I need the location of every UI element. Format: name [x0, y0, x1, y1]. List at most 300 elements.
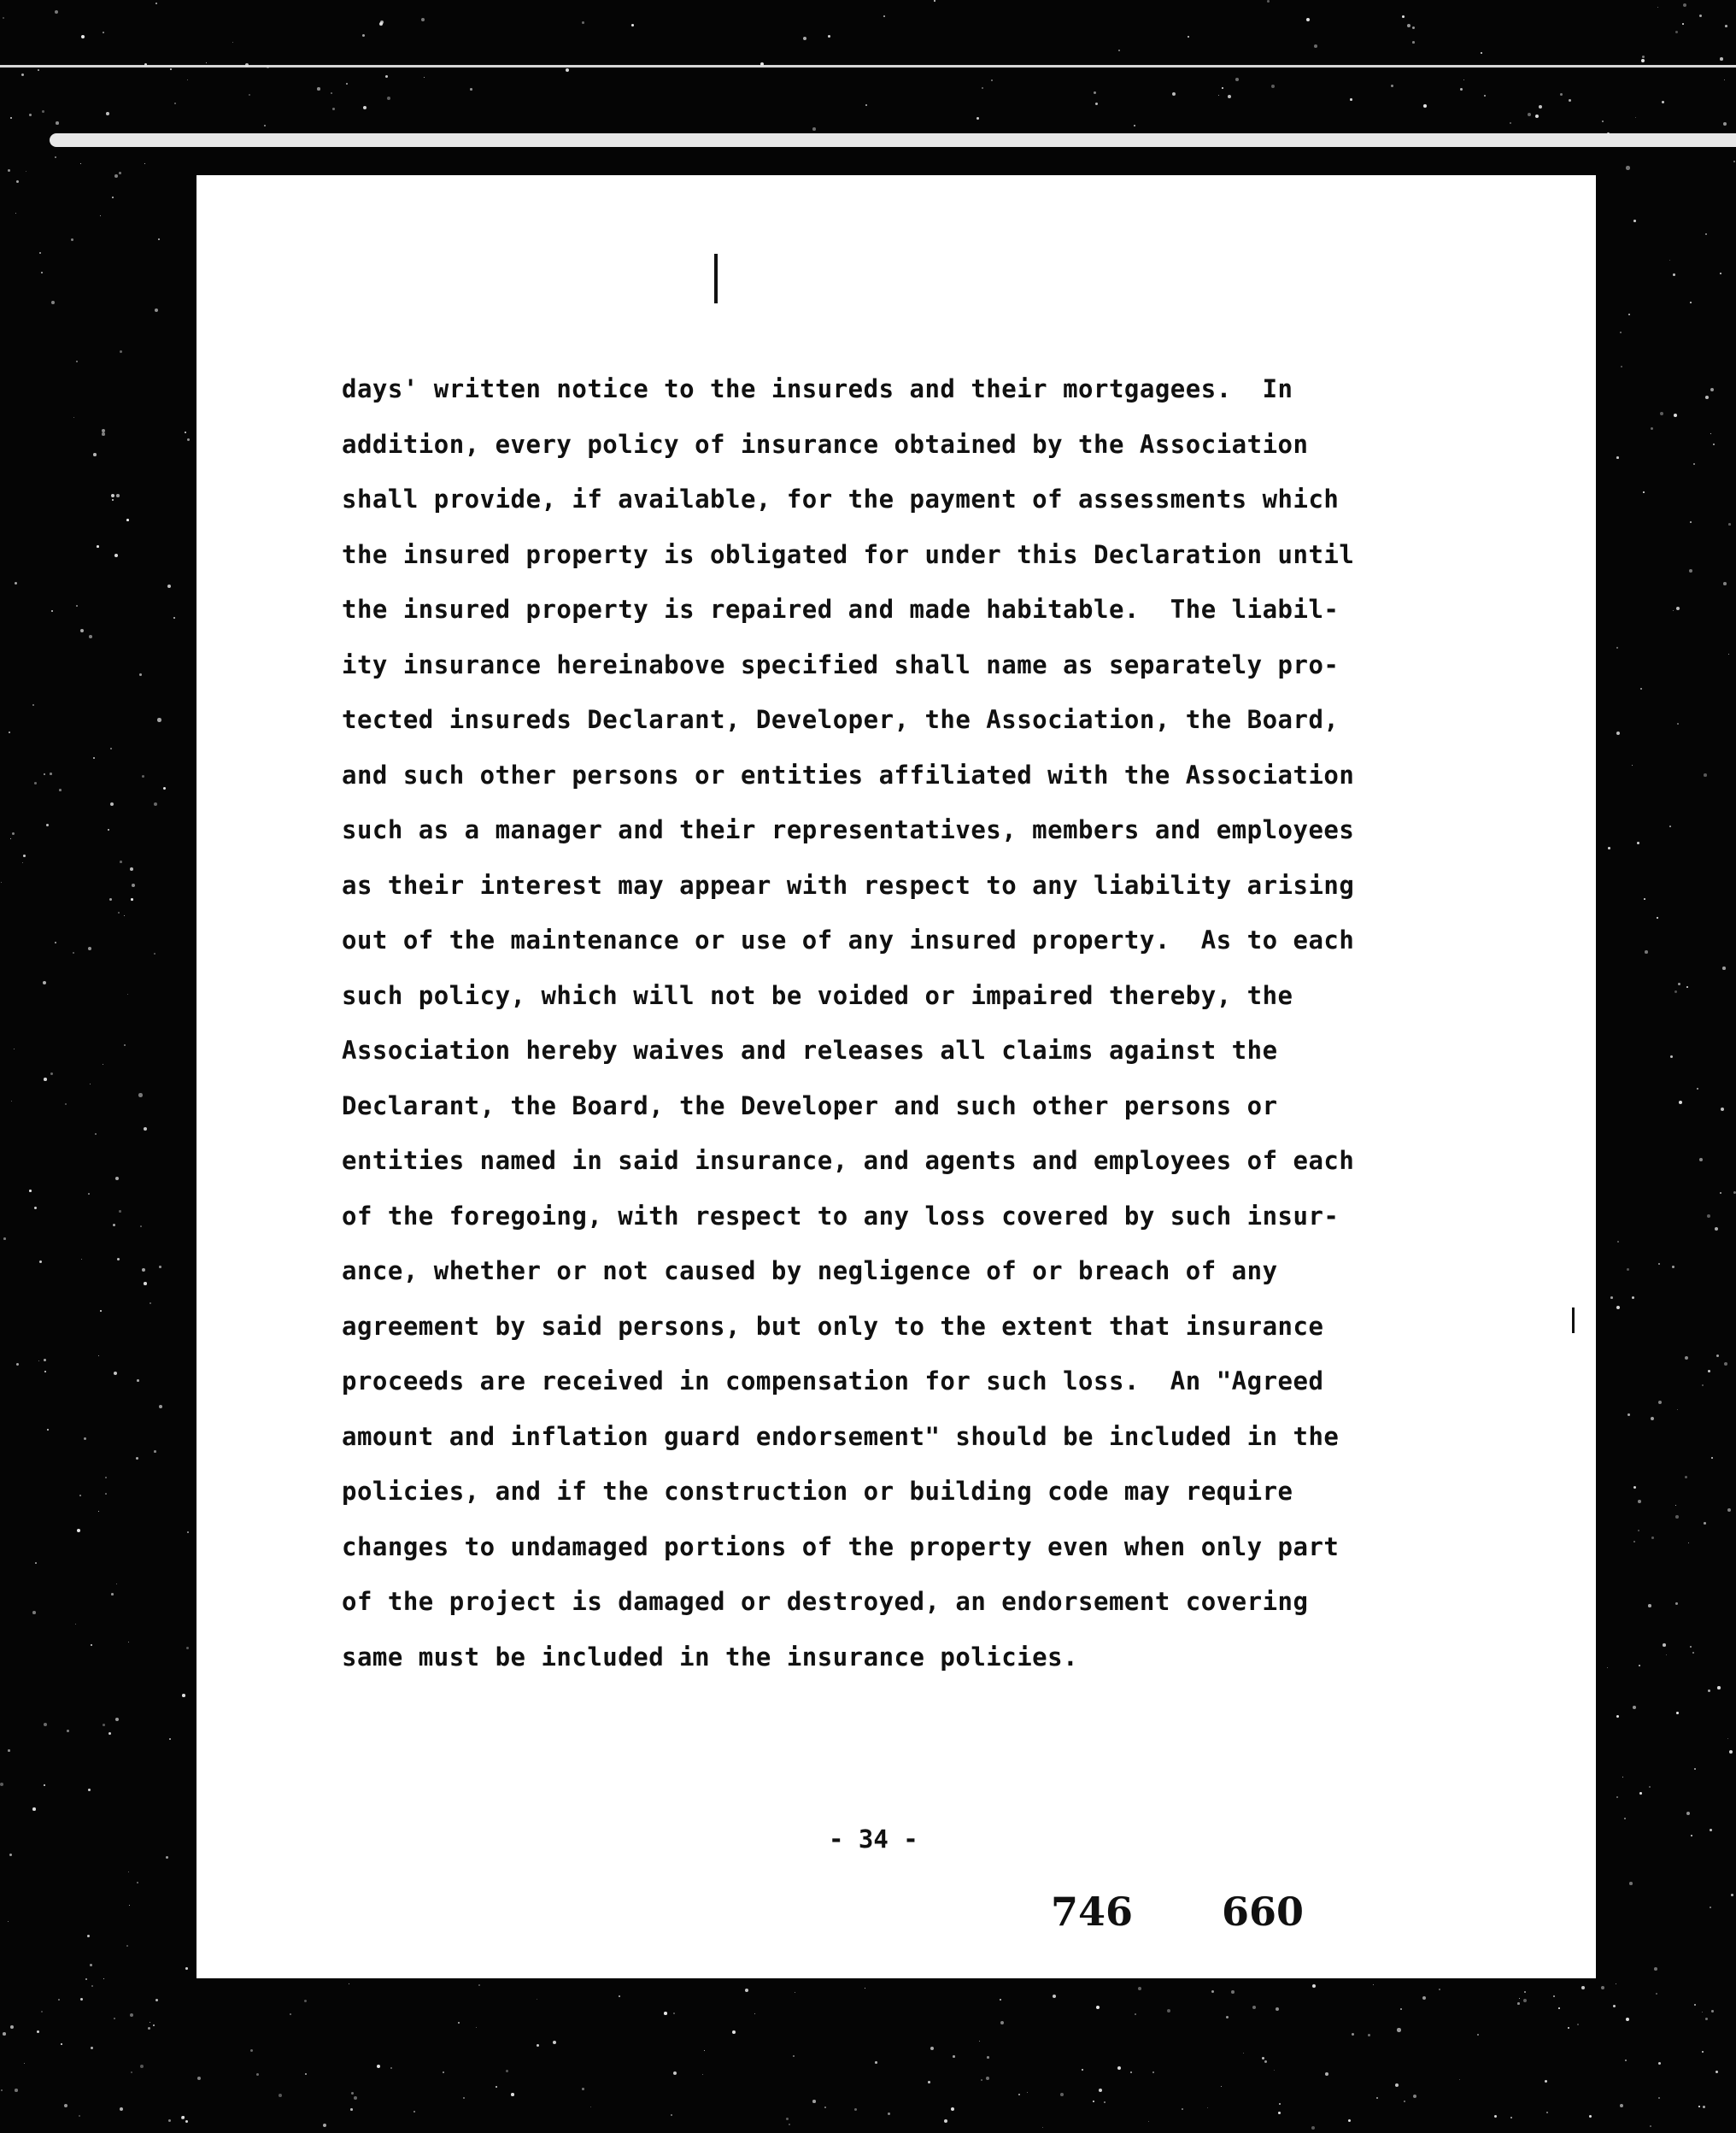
scan-speckle [249, 94, 250, 96]
scan-speckle [1138, 1987, 1141, 1990]
scan-speckle [1018, 2094, 1020, 2095]
scan-speckle [279, 2094, 282, 2097]
text-line: and such other persons or entities affiliated with the Association [342, 760, 1355, 790]
scan-speckle [1172, 92, 1176, 96]
scan-speckle [108, 1732, 111, 1735]
scan-speckle [102, 429, 105, 432]
scan-speckle [23, 855, 26, 857]
scan-speckle [1096, 2006, 1100, 2009]
scan-speckle [1658, 2097, 1660, 2099]
scan-speckle [21, 73, 24, 76]
scan-speckle [1626, 166, 1630, 170]
scan-speckle [91, 1644, 92, 1646]
scan-speckle [10, 838, 11, 839]
scan-speckle [9, 732, 10, 733]
scan-speckle [1099, 2089, 1102, 2092]
scan-speckle [928, 2081, 930, 2083]
scan-speckle [114, 2018, 115, 2019]
scan-speckle [1715, 1227, 1718, 1231]
scan-speckle [951, 2107, 954, 2111]
scan-speckle [129, 1905, 130, 1906]
scan-speckle [1093, 2101, 1094, 2102]
scan-speckle [114, 1372, 117, 1375]
scan-speckle [166, 1856, 168, 1859]
scan-speckle [56, 121, 59, 125]
scan-speckle [1235, 78, 1239, 81]
scan-speckle [1494, 2115, 1497, 2118]
scan-speckle [1628, 314, 1630, 315]
scan-speckle [1632, 1296, 1634, 1299]
scan-speckle [80, 1998, 83, 2001]
scan-speckle [1651, 427, 1653, 430]
scan-speckle [1412, 26, 1415, 29]
scan-speckle [1639, 1792, 1642, 1795]
scan-speckle [1352, 2033, 1354, 2036]
scan-speckle [1325, 2072, 1328, 2076]
scan-speckle [144, 163, 145, 164]
text-line: the insured property is obligated for under this Declaration until [342, 539, 1355, 569]
scan-speckle [159, 1405, 162, 1408]
scan-speckle [305, 2073, 307, 2075]
scan-speckle [1528, 113, 1531, 116]
scan-speckle [32, 1807, 36, 1811]
scan-speckle [1395, 2083, 1399, 2087]
scan-speckle [1226, 2016, 1229, 2018]
scan-speckle [44, 1078, 47, 1081]
scan-speckle [1523, 1999, 1527, 2002]
scan-speckle [132, 884, 135, 887]
scan-speckle [124, 915, 125, 916]
scan-speckle [1423, 104, 1427, 108]
scan-speckle [582, 21, 584, 24]
scan-speckle [1657, 917, 1658, 919]
scan-speckle [197, 2077, 201, 2080]
scan-speckle [1721, 1108, 1724, 1111]
scan-speckle [1677, 1409, 1678, 1410]
scan-speckle [1651, 1537, 1654, 1539]
scan-speckle [142, 1268, 145, 1272]
text-line: agreement by said persons, but only to the extent that insurance [342, 1311, 1324, 1341]
scan-speckle [1053, 1995, 1056, 1998]
scan-speckle [1274, 2070, 1275, 2071]
scan-speckle [1704, 773, 1707, 777]
scan-speckle [1678, 983, 1680, 985]
scan-speckle [413, 2111, 415, 2112]
text-line: proceeds are received in compensation for such loss. An "Agreed [342, 1366, 1324, 1396]
scan-speckle [377, 2065, 380, 2068]
scan-speckle [704, 2050, 705, 2051]
scan-speckle [1675, 1515, 1679, 1519]
scan-speckle [1620, 332, 1622, 333]
scan-speckle [1211, 1990, 1214, 1993]
scan-speckle [1716, 1354, 1719, 1357]
scan-speckle [3, 1237, 6, 1240]
scan-speckle [1638, 1500, 1641, 1503]
scan-speckle [16, 1363, 19, 1366]
scan-speckle [1633, 1706, 1636, 1709]
scan-speckle [1676, 1712, 1679, 1714]
scan-speckle [144, 1127, 147, 1131]
scan-speckle [1000, 1999, 1001, 2001]
scan-speckle [390, 2067, 392, 2069]
scan-speckle [159, 1266, 161, 1268]
scan-speckle [103, 1978, 104, 1979]
scan-speckle [1484, 95, 1486, 97]
scan-speckle [463, 2097, 465, 2099]
scan-speckle [1633, 220, 1636, 222]
scan-speckle [1539, 105, 1542, 109]
scan-speckle [1581, 1986, 1585, 1989]
scan-speckle [16, 180, 19, 183]
scan-speckle [350, 2108, 353, 2111]
scan-speckle [73, 417, 74, 418]
scan-speckle [1560, 93, 1563, 96]
scan-speckle [1639, 1665, 1640, 1666]
scan-speckle [976, 117, 979, 120]
scan-speckle [1601, 1986, 1604, 1989]
scan-speckle [185, 2120, 188, 2123]
scan-speckle [387, 97, 390, 100]
scan-speckle [110, 748, 112, 749]
scan-speckle [1685, 1476, 1687, 1478]
scan-speckle [363, 106, 367, 109]
scan-speckle [883, 15, 885, 17]
scan-speckle [1422, 1996, 1426, 2000]
scan-speckle [1628, 1413, 1630, 1416]
scan-speckle [1731, 1894, 1733, 1896]
scan-speckle [1642, 56, 1645, 58]
scan-speckle [1262, 2057, 1264, 2060]
scan-speckle [1545, 2080, 1547, 2083]
scan-speckle [58, 1999, 60, 2001]
scan-speckle [1702, 1384, 1704, 1386]
scan-speckle [117, 1258, 120, 1260]
scan-speckle [1690, 1646, 1692, 1648]
scan-speckle [331, 92, 332, 94]
scan-speckle [85, 1978, 87, 1980]
scan-speckle [1708, 1370, 1710, 1372]
scan-speckle [65, 1103, 67, 1105]
scan-speckle [59, 789, 62, 791]
scan-speckle [15, 213, 16, 214]
scan-speckle [155, 308, 158, 312]
scan-speckle [1104, 2101, 1106, 2103]
scan-speckle [87, 1935, 90, 1937]
scan-speckle [470, 88, 472, 91]
scan-speckle [443, 2071, 444, 2073]
scan-speckle [553, 2041, 556, 2044]
scan-speckle [385, 75, 388, 78]
scan-speckle [888, 2112, 890, 2115]
scan-speckle [1686, 986, 1688, 988]
scan-speckle [10, 2025, 14, 2029]
scan-speckle [1713, 444, 1715, 445]
scan-speckle [1477, 2034, 1479, 2036]
scan-speckle [1311, 2126, 1315, 2130]
scan-speckle [1264, 2060, 1267, 2063]
scan-speckle [35, 1562, 37, 1564]
scan-speckle [986, 2077, 989, 2080]
scan-speckle [29, 114, 32, 116]
scan-speckle [803, 37, 806, 40]
scan-speckle [8, 1749, 10, 1752]
scan-speckle [1558, 2007, 1560, 2009]
scan-speckle [1657, 7, 1658, 8]
scan-speckle [103, 1724, 105, 1726]
scan-speckle [98, 1511, 99, 1512]
scan-speckle [77, 1529, 80, 1532]
scan-speckle [89, 635, 92, 638]
scan-speckle [8, 1921, 9, 1922]
scan-speckle [153, 2024, 155, 2026]
scan-speckle [1602, 120, 1604, 122]
text-line: out of the maintenance or use of any insured property. As to each [342, 925, 1355, 955]
scan-speckle [93, 453, 97, 456]
scan-speckle [264, 125, 266, 126]
scan-speckle [44, 773, 45, 775]
scan-speckle [671, 2114, 672, 2116]
scan-speckle [1722, 967, 1726, 970]
scan-speckle [131, 2071, 132, 2073]
scan-speckle [81, 1259, 82, 1260]
scan-speckle [127, 994, 128, 995]
text-line: as their interest may appear with respect to any liability arising [342, 870, 1355, 900]
scan-speckle [582, 2088, 584, 2090]
scan-speckle [424, 77, 425, 78]
scan-speckle [1683, 3, 1686, 7]
scan-speckle [113, 1224, 115, 1226]
scan-speckle [110, 802, 114, 806]
scan-speckle [1649, 1786, 1651, 1788]
scan-speckle [1, 882, 2, 883]
scan-speckle [169, 1738, 171, 1740]
scan-speckle [1231, 1990, 1235, 1994]
scan-speckle [824, 2107, 826, 2108]
scan-speckle [34, 1207, 37, 1209]
scan-speckle [138, 1093, 143, 1097]
scan-speckle [953, 2055, 955, 2058]
scan-speckle [73, 952, 74, 954]
scan-speckle [51, 301, 55, 304]
scan-speckle [1723, 122, 1727, 126]
scan-speckle [1616, 1796, 1618, 1798]
scan-speckle [1663, 1643, 1666, 1647]
scan-speckle [1654, 1967, 1657, 1971]
scan-speckle [112, 499, 114, 501]
scan-speckle [1412, 41, 1415, 44]
scan-speckle [1694, 1768, 1696, 1770]
scan-speckle [1617, 1241, 1619, 1243]
scan-speckle [1060, 2093, 1064, 2096]
scan-speckle [206, 62, 207, 63]
margin-mark [714, 254, 718, 303]
scan-speckle [100, 1310, 102, 1312]
scan-speckle [186, 1647, 189, 1649]
scan-speckle [1221, 2086, 1222, 2087]
scan-speckle [97, 545, 99, 548]
scan-speckle [154, 1450, 156, 1453]
scan-speckle [8, 169, 10, 172]
text-line: of the project is damaged or destroyed, an endorsement covering [342, 1587, 1309, 1616]
scan-speckle [1727, 1738, 1728, 1739]
scan-speckle [1481, 52, 1482, 54]
scan-speckle [140, 1225, 142, 1227]
scan-speckle [47, 1429, 49, 1431]
scan-speckle [1577, 2024, 1579, 2025]
scan-speckle [137, 1882, 138, 1883]
scan-speckle [1693, 463, 1695, 465]
scan-speckle [702, 2074, 703, 2075]
scan-speckle [1698, 2106, 1700, 2107]
scan-speckle [1182, 2108, 1183, 2110]
scan-speckle [1134, 125, 1135, 126]
scan-speckle [116, 494, 120, 497]
scan-speckle [1690, 521, 1692, 523]
scan-speckle [39, 1260, 42, 1263]
scan-speckle [137, 1379, 139, 1382]
scan-speckle [1699, 15, 1702, 17]
scan-speckle [754, 2013, 755, 2014]
scan-speckle [346, 83, 348, 85]
scan-speckle [1517, 2002, 1520, 2005]
scan-speckle [1350, 98, 1352, 101]
scan-speckle [304, 2000, 307, 2002]
scan-top-rule [0, 65, 1736, 68]
scan-speckle [71, 238, 73, 241]
scan-speckle [1703, 2106, 1705, 2108]
text-line: ity insurance hereinabove specified shall name as separately pro- [342, 649, 1340, 679]
scan-speckle [1704, 1522, 1706, 1525]
scan-speckle [458, 2022, 460, 2024]
scan-speckle [323, 2124, 326, 2127]
scan-speckle [1675, 31, 1678, 33]
scan-speckle [76, 605, 78, 607]
scan-speckle [1720, 273, 1721, 274]
scan-speckle [3, 2032, 6, 2036]
scan-speckle [1669, 260, 1670, 261]
scan-speckle [732, 2030, 736, 2034]
scan-speckle [1658, 1263, 1660, 1265]
scan-speckle [79, 2115, 80, 2117]
scan-speckle [506, 2070, 508, 2072]
scan-speckle [1729, 1750, 1733, 1754]
scan-speckle [232, 42, 233, 43]
scan-speckle [1662, 101, 1664, 103]
scan-speckle [1278, 2112, 1281, 2114]
scan-speckle [80, 629, 84, 632]
scan-speckle [1222, 87, 1223, 89]
scan-speckle [3, 17, 4, 19]
scan-speckle [1699, 1158, 1703, 1161]
scan-speckle [119, 172, 121, 174]
scan-speckle [1207, 2107, 1208, 2108]
scan-speckle [1694, 2004, 1696, 2006]
scan-speckle [119, 1210, 121, 1213]
scan-speckle [136, 1457, 138, 1460]
scan-speckle [55, 10, 58, 14]
scan-speckle [44, 1359, 46, 1361]
scan-speckle [131, 898, 133, 901]
scan-speckle [124, 1044, 126, 1046]
text-line: entities named in said insurance, and agents and employees of each [342, 1146, 1355, 1175]
scan-speckle [1708, 1689, 1710, 1692]
scan-speckle [1676, 607, 1680, 610]
scan-speckle [1459, 2079, 1460, 2080]
scan-speckle [1613, 2005, 1616, 2007]
scan-speckle [1675, 1602, 1678, 1605]
scan-speckle [1724, 79, 1725, 80]
scan-speckle [1622, 1777, 1623, 1778]
scan-speckle [0, 1783, 3, 1786]
scan-speckle [1228, 95, 1231, 98]
scan-speckle [351, 2092, 354, 2095]
scan-speckle [1616, 456, 1619, 459]
scan-speckle [786, 2118, 789, 2120]
scan-speckle [1644, 898, 1645, 900]
scan-speckle [1720, 57, 1723, 61]
scan-speckle [1710, 1829, 1712, 1831]
scan-speckle [267, 66, 269, 68]
scan-speckle [1404, 2101, 1405, 2102]
scan-speckle [1723, 582, 1727, 585]
scan-speckle [1625, 2060, 1627, 2061]
scan-speckle [1616, 1715, 1619, 1718]
scan-speckle [42, 110, 44, 113]
scan-speckle [55, 156, 56, 158]
scan-speckle [1519, 1998, 1520, 1999]
scan-speckle [1658, 1401, 1662, 1404]
page-number: - 34 - [829, 1825, 918, 1854]
scan-speckle [1130, 2071, 1132, 2073]
scan-speckle [91, 1985, 93, 1987]
scan-speckle [111, 1593, 114, 1595]
scan-speckle [1675, 1505, 1676, 1506]
scan-speckle [1243, 2053, 1244, 2054]
scan-speckle [163, 787, 166, 790]
scan-speckle [79, 1495, 81, 1496]
scan-speckle [1627, 1268, 1629, 1271]
scan-speckle [1640, 688, 1642, 690]
scan-speckle [112, 197, 114, 198]
scan-speckle [150, 1302, 151, 1304]
scan-speckle [44, 1784, 45, 1786]
scan-speckle [511, 2093, 514, 2096]
scan-speckle [1707, 1214, 1710, 1218]
scan-speckle [1711, 1457, 1713, 1459]
scan-speckle [1643, 491, 1645, 493]
scan-speckle [105, 1477, 107, 1478]
scan-speckle [1616, 732, 1620, 735]
scan-speckle [29, 1190, 32, 1192]
scan-speckle [126, 519, 129, 521]
scan-speckle [1279, 2103, 1281, 2105]
scan-speckle [41, 2011, 43, 2013]
scan-speckle [182, 1694, 185, 1697]
scan-speckle [1135, 2013, 1136, 2015]
scan-speckle [1674, 990, 1677, 993]
text-line: amount and inflation guard endorsement" should be included in the [342, 1421, 1340, 1451]
scan-speckle [1118, 50, 1120, 51]
scan-speckle [126, 1945, 128, 1947]
scan-speckle [44, 1723, 47, 1726]
scan-speckle [981, 2079, 982, 2081]
scan-speckle [55, 942, 56, 943]
scan-speckle [1152, 2071, 1154, 2073]
scan-speckle [24, 2063, 25, 2064]
scan-speckle [50, 773, 52, 775]
text-line: Declarant, the Board, the Developer and such other persons or [342, 1090, 1278, 1120]
scan-speckle [1460, 88, 1463, 91]
